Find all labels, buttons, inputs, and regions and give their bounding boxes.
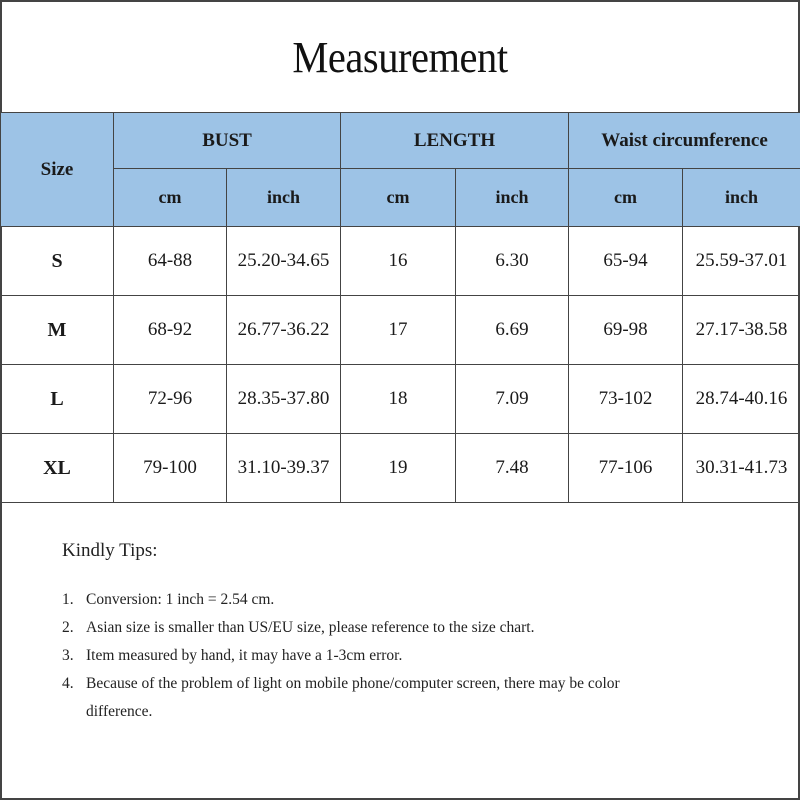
- tips-list: [62, 586, 762, 726]
- table-cell: 26.77-36.22: [227, 296, 341, 365]
- title-area: [2, 2, 798, 112]
- table-cell: 30.31-41.73: [683, 434, 800, 503]
- unit-header: cm: [569, 169, 683, 227]
- tip-number: 3.: [62, 647, 74, 664]
- table-cell: 18: [341, 365, 456, 434]
- unit-header: inch: [456, 169, 569, 227]
- size-cell: M: [1, 296, 114, 365]
- group-header-bust: BUST: [114, 113, 341, 169]
- size-header: Size: [1, 113, 114, 227]
- table-cell: 68-92: [114, 296, 227, 365]
- tip-item: [62, 586, 762, 614]
- table-cell: 31.10-39.37: [227, 434, 341, 503]
- tip-number: 2.: [62, 619, 74, 636]
- group-header-length: LENGTH: [341, 113, 569, 169]
- table-cell: 19: [341, 434, 456, 503]
- tip-number: 4.: [62, 675, 74, 692]
- table-cell: 25.59-37.01: [683, 227, 800, 296]
- table-cell: 17: [341, 296, 456, 365]
- table-cell: 65-94: [569, 227, 683, 296]
- table-cell: 25.20-34.65: [227, 227, 341, 296]
- tip-text: Asian size is smaller than US/EU size, please reference to the size chart.: [86, 619, 535, 636]
- table-cell: 28.74-40.16: [683, 365, 800, 434]
- unit-header: inch: [683, 169, 800, 227]
- table-row: [1, 227, 800, 296]
- table-cell: 6.69: [456, 296, 569, 365]
- tip-text: Conversion: 1 inch = 2.54 cm.: [86, 591, 275, 608]
- table-row: [1, 434, 800, 503]
- size-cell: L: [1, 365, 114, 434]
- table-cell: 7.09: [456, 365, 569, 434]
- tip-text: Because of the problem of light on mobile phone/computer screen, there may be color difference.: [86, 675, 620, 720]
- tip-item: [62, 614, 762, 642]
- page-title: Measurement: [292, 32, 508, 82]
- table-cell: 72-96: [114, 365, 227, 434]
- table-cell: 7.48: [456, 434, 569, 503]
- tips-title: Kindly Tips:: [62, 540, 158, 561]
- table-cell: 16: [341, 227, 456, 296]
- tip-item: [62, 642, 762, 670]
- unit-header: cm: [114, 169, 227, 227]
- table-cell: 69-98: [569, 296, 683, 365]
- table-cell: 79-100: [114, 434, 227, 503]
- table-header-row: [1, 113, 800, 169]
- table-cell: 6.30: [456, 227, 569, 296]
- group-header-waist: Waist circumference: [569, 113, 800, 169]
- kindly-tips: [62, 540, 762, 726]
- tip-text: Item measured by hand, it may have a 1-3cm error.: [86, 647, 403, 664]
- table-row: [1, 296, 800, 365]
- table-cell: 77-106: [569, 434, 683, 503]
- size-cell: S: [1, 227, 114, 296]
- size-cell: XL: [1, 434, 114, 503]
- size-chart-table: [0, 112, 800, 503]
- unit-header: cm: [341, 169, 456, 227]
- table-cell: 27.17-38.58: [683, 296, 800, 365]
- table-cell: 73-102: [569, 365, 683, 434]
- table-cell: 64-88: [114, 227, 227, 296]
- table-unit-row: [1, 169, 800, 227]
- tip-number: 1.: [62, 591, 74, 608]
- table-row: [1, 365, 800, 434]
- table-cell: 28.35-37.80: [227, 365, 341, 434]
- unit-header: inch: [227, 169, 341, 227]
- tip-item: [62, 670, 762, 726]
